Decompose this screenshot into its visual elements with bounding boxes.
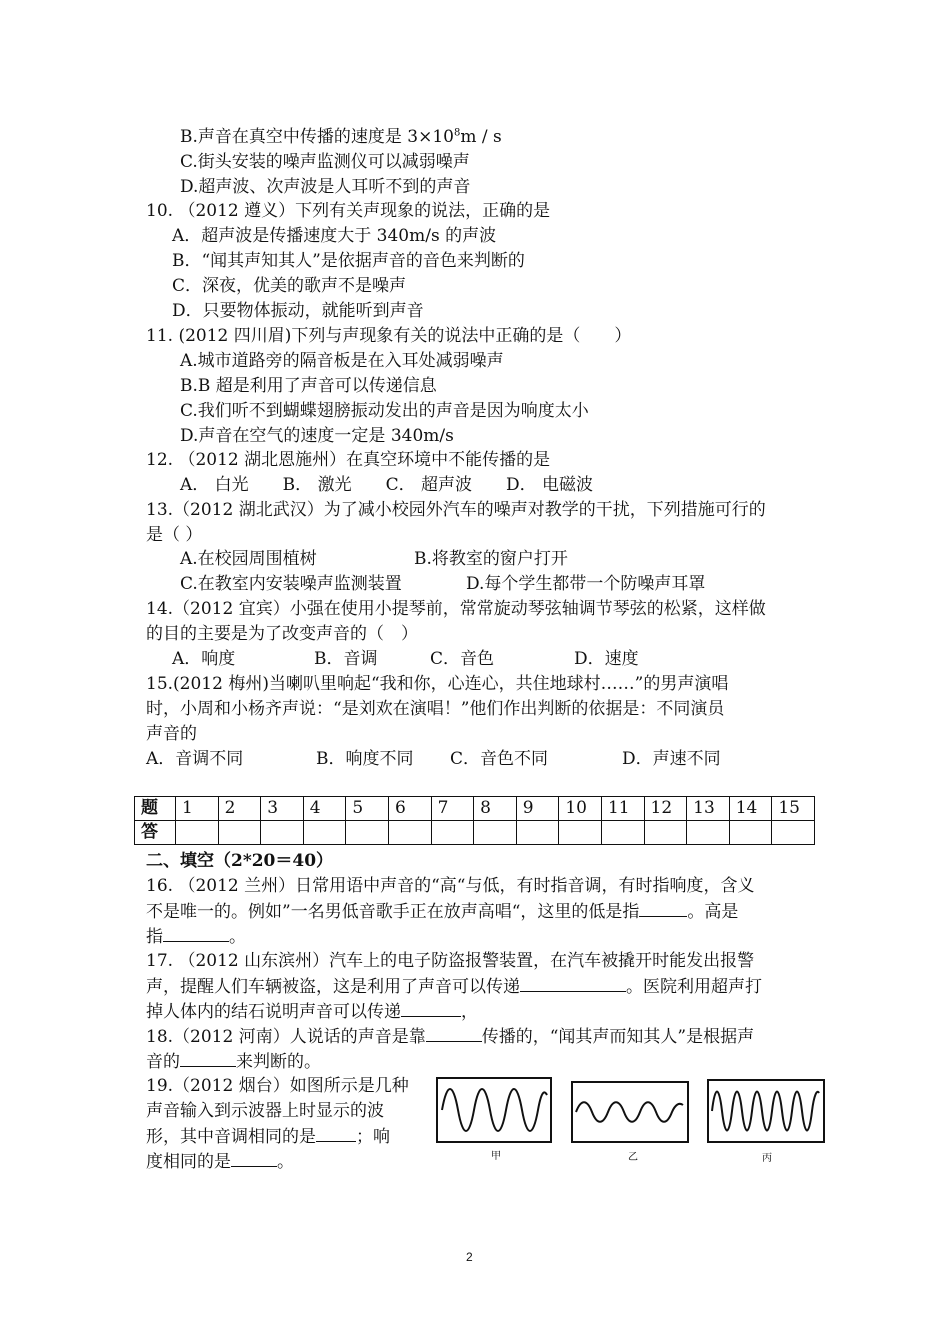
q17-line-3	[146, 1000, 478, 1023]
q9-option-b-pre: B.声音在真空中传播的速度是 3×10	[180, 127, 454, 147]
q13-option-d: D.每个学生都带一个防噪声耳罩	[466, 574, 706, 594]
q19-line-4	[146, 1150, 294, 1173]
q11-option-a: A.城市道路旁的隔音板是在入耳处减弱噪声	[180, 351, 504, 371]
waveform-bing-label: 丙	[762, 1153, 772, 1164]
answer-cell[interactable]	[601, 821, 644, 845]
q17-line-3-end: ，	[461, 1002, 478, 1022]
q16-line-3-end: 。	[229, 927, 246, 947]
q15-stem-line-2: 时，小周和小杨齐声说：“是刘欢在演唱！”他们作出判断的依据是：不同演员	[146, 699, 725, 719]
q16-line-2-end: 。高是	[687, 902, 739, 922]
answer-cell[interactable]	[687, 821, 730, 845]
q18-line-2-end: 来判断的。	[236, 1052, 321, 1072]
q17-line-1: 17. （2012 山东滨州）汽车上的电子防盗报警装置，在汽车被撬开时能发出报警	[146, 951, 755, 971]
q14-option-a: A．响度	[172, 649, 236, 669]
q9-option-b	[180, 126, 502, 148]
q18-line-2	[146, 1050, 321, 1073]
waveform-bing-wave	[712, 1092, 819, 1131]
q18-blank-1[interactable]	[426, 1025, 482, 1042]
q14-stem-line-1: 14.（2012 宜宾）小强在使用小提琴前，常常旋动琴弦轴调节琴弦的松紧，这样做	[146, 599, 766, 619]
q16-line-2	[146, 900, 738, 923]
question-number-cell: 4	[303, 797, 346, 821]
q15-option-b: B．响度不同	[316, 749, 414, 769]
question-number-cell: 12	[644, 797, 687, 821]
q17-blank-1[interactable]	[520, 975, 626, 992]
q18-line-1-end: 传播的，“闻其声而知其人”是根据声	[481, 1027, 755, 1047]
q14-option-c: C．音色	[430, 649, 495, 669]
answer-cell[interactable]	[516, 821, 559, 845]
q12-options: A． 白光 B． 激光 C． 超声波 D． 电磁波	[180, 475, 594, 495]
q11-option-b: B.B 超是利用了声音可以传递信息	[180, 376, 437, 396]
question-number-cell: 13	[687, 797, 730, 821]
q13-option-a: A.在校园周围植树	[180, 549, 317, 569]
q12-stem: 12. （2012 湖北恩施州）在真空环境中不能传播的是	[146, 450, 551, 470]
waveform-jia	[436, 1077, 552, 1167]
q16-line-3-text: 指	[146, 927, 163, 947]
q16-blank-2[interactable]	[163, 925, 229, 942]
answer-cell[interactable]	[261, 821, 304, 845]
question-number-cell: 15	[772, 797, 815, 821]
q18-line-2-text: 音的	[146, 1052, 180, 1072]
q14-stem-line-2: 的目的主要是为了改变声音的（ ）	[146, 624, 418, 644]
q19-line-3-text: 形，其中音调相同的是	[146, 1127, 316, 1147]
q10-stem: 10. （2012 遵义）下列有关声现象的说法，正确的是	[146, 201, 551, 221]
q13-stem-line-1: 13.（2012 湖北武汉）为了减小校园外汽车的噪声对教学的干扰，下列措施可行的	[146, 500, 766, 520]
question-number-cell: 6	[388, 797, 431, 821]
question-number-cell: 7	[431, 797, 474, 821]
answer-table-answer-row	[135, 821, 815, 845]
q17-line-2-end: 。医院利用超声打	[626, 977, 762, 997]
q15-option-d: D．声速不同	[622, 749, 721, 769]
answer-cell[interactable]	[303, 821, 346, 845]
answer-cell[interactable]	[176, 821, 219, 845]
question-number-cell: 3	[261, 797, 304, 821]
waveform-yi-label: 乙	[628, 1152, 638, 1163]
q19-line-4-end: 。	[277, 1152, 294, 1172]
q9-option-d: D.超声波、次声波是人耳听不到的声音	[180, 177, 471, 197]
waveform-yi-frame	[572, 1082, 688, 1142]
question-number-cell: 1	[176, 797, 219, 821]
q10-option-b: B．“闻其声知其人”是依据声音的音色来判断的	[172, 251, 525, 271]
q16-line-3	[146, 925, 246, 948]
answer-cell[interactable]	[218, 821, 261, 845]
q13-option-c: C.在教室内安装噪声监测装置	[180, 574, 402, 594]
q9-option-c: C.街头安装的噪声监测仪可以减弱噪声	[180, 152, 470, 172]
answer-cell[interactable]	[346, 821, 389, 845]
q11-stem: 11. (2012 四川眉)下列与声现象有关的说法中正确的是（ ）	[146, 326, 632, 346]
q10-option-a: A．超声波是传播速度大于 340m/s 的声波	[172, 226, 497, 246]
answer-cell[interactable]	[431, 821, 474, 845]
answer-table-row-head-question: 题	[135, 797, 176, 821]
q19-line-3	[146, 1125, 390, 1148]
waveform-bing	[707, 1079, 825, 1167]
q16-line-1: 16. （2012 兰州）日常用语中声音的“高“与低，有时指音调，有时指响度，含义	[146, 876, 755, 896]
q11-option-d: D.声音在空气的速度一定是 340m/s	[180, 426, 454, 446]
question-number-cell: 14	[729, 797, 772, 821]
waveform-yi	[571, 1081, 689, 1167]
answer-table	[134, 796, 815, 845]
q17-blank-2[interactable]	[401, 1000, 461, 1017]
q19-line-4-text: 度相同的是	[146, 1152, 231, 1172]
q15-option-a: A．音调不同	[146, 749, 244, 769]
answer-table-row-head-answer: 答	[135, 821, 176, 845]
question-number-cell: 5	[346, 797, 389, 821]
q15-stem-line-3: 声音的	[146, 724, 197, 744]
q15-stem-line-1: 15.(2012 梅州)当喇叭里响起“我和你，心连心，共住地球村……”的男声演唱	[146, 674, 729, 694]
q14-option-d: D．速度	[574, 649, 639, 669]
answer-table-number-row	[135, 797, 815, 821]
waveform-jia-wave	[442, 1089, 547, 1131]
question-number-cell: 8	[474, 797, 517, 821]
question-number-cell: 10	[559, 797, 602, 821]
q9-option-b-exponent: 8	[454, 127, 461, 139]
waveform-bing-frame	[708, 1080, 824, 1142]
q13-stem-line-2: 是（ ）	[146, 525, 203, 545]
q13-option-b: B.将教室的窗户打开	[414, 549, 568, 569]
question-number-cell: 2	[218, 797, 261, 821]
waveform-yi-wave	[576, 1102, 683, 1122]
q19-line-1: 19.（2012 烟台）如图所示是几种	[146, 1076, 409, 1096]
section-2-heading: 二、填空（2*20＝40）	[146, 851, 334, 871]
question-number-cell: 11	[601, 797, 644, 821]
waveform-jia-frame	[437, 1078, 551, 1142]
q10-option-d: D．只要物体振动，就能听到声音	[172, 301, 424, 321]
q18-line-1-text: 18.（2012 河南）人说话的声音是靠	[146, 1027, 426, 1047]
q18-line-1	[146, 1025, 754, 1048]
q9-option-b-post: m / s	[460, 127, 502, 147]
q19-line-3-end: ；响	[356, 1127, 390, 1147]
q14-option-b: B．音调	[314, 649, 378, 669]
answer-cell[interactable]	[388, 821, 431, 845]
q19-blank-2[interactable]	[231, 1150, 277, 1167]
q17-line-2-text: 声，提醒人们车辆被盗，这是利用了声音可以传递	[146, 977, 520, 997]
q18-blank-2[interactable]	[180, 1050, 236, 1067]
q16-blank-1[interactable]	[639, 900, 687, 917]
answer-cell[interactable]	[644, 821, 687, 845]
q17-line-2	[146, 975, 762, 998]
waveform-jia-label: 甲	[491, 1151, 501, 1162]
q15-option-c: C．音色不同	[450, 749, 549, 769]
q11-option-c: C.我们听不到蝴蝶翅膀振动发出的声音是因为响度太小	[180, 401, 589, 421]
q19-line-2: 声音输入到示波器上时显示的波	[146, 1101, 384, 1121]
q19-blank-1[interactable]	[316, 1125, 356, 1142]
question-number-cell: 9	[516, 797, 559, 821]
q17-line-3-text: 掉人体内的结石说明声音可以传递	[146, 1002, 401, 1022]
q16-line-2-text: 不是唯一的。例如”一名男低音歌手正在放声高唱“，这里的低是指	[146, 902, 640, 922]
answer-cell[interactable]	[772, 821, 815, 845]
answer-cell[interactable]	[559, 821, 602, 845]
page-number: 2	[466, 1250, 473, 1264]
answer-cell[interactable]	[474, 821, 517, 845]
answer-cell[interactable]	[729, 821, 772, 845]
q10-option-c: C．深夜，优美的歌声不是噪声	[172, 276, 407, 296]
